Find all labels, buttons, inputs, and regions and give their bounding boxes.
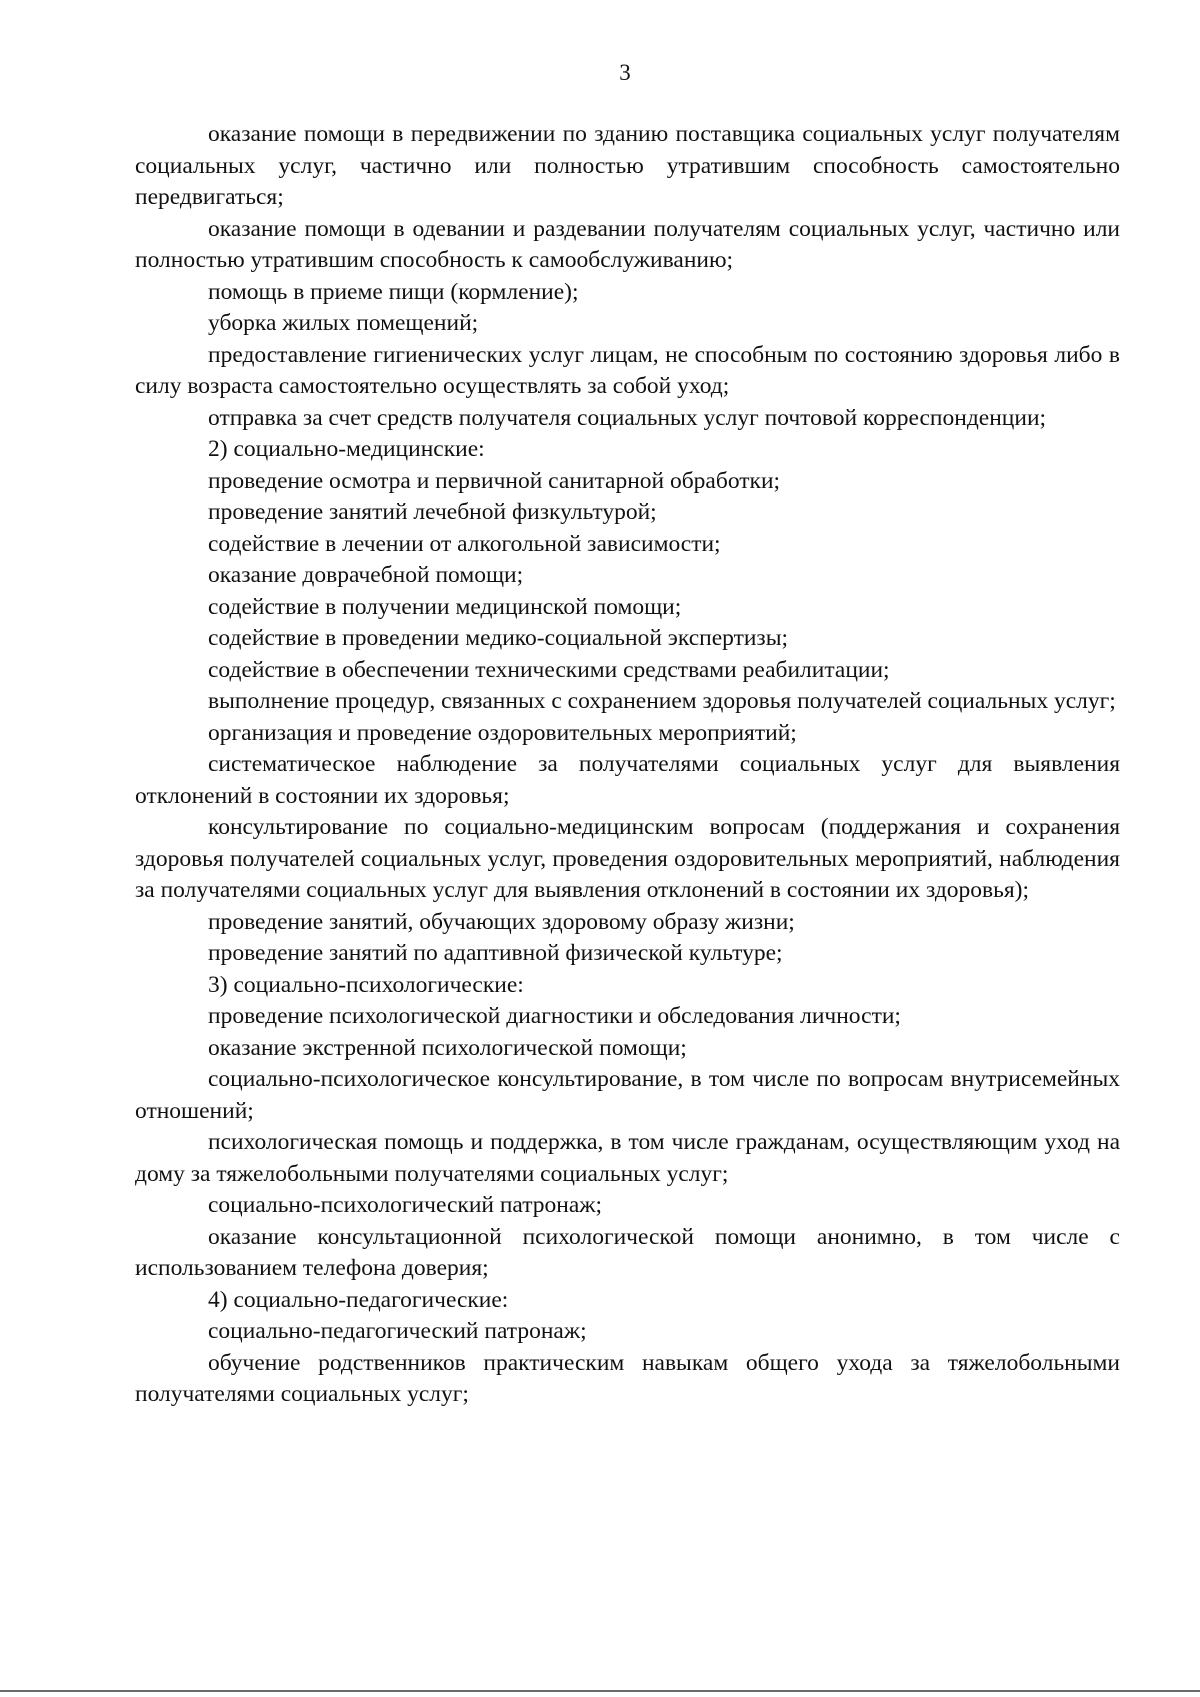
paragraph: социально-педагогический патронаж; xyxy=(208,1318,587,1344)
section-heading: 4) социально-педагогические: xyxy=(208,1286,509,1313)
document-body xyxy=(135,119,1120,1411)
paragraph: оказание помощи в передвижении по зданию поставщика социальных услуг получателям социальных услуг, частично или полностью утратившим способность самостоятельно передвигаться; xyxy=(135,121,1120,210)
section-heading: 2) социально-медицинские: xyxy=(208,436,485,462)
paragraph: оказание доврачебной помощи; xyxy=(208,562,524,588)
paragraph: оказание помощи в одевании и раздевании получателям социальных услуг, частично или полностью утратившим способность к самообслуживанию; xyxy=(135,215,1120,273)
paragraph: проведение занятий по адаптивной физической культуре; xyxy=(208,940,783,966)
paragraph: консультирование по социально-медицинским вопросам (поддержания и сохранения здоровья получателей социальных услуг, проведения оздоровительных мероприятий, наблюдения за получателями социальных услуг для выявления отклонений в состоянии их здоровья); xyxy=(135,814,1120,903)
paragraph: выполнение процедур, связанных с сохранением здоровья получателей социальных услуг; xyxy=(208,688,1116,714)
paragraph: оказание экстренной психологической помощи; xyxy=(208,1034,687,1061)
paragraph: социально-психологический патронаж; xyxy=(208,1192,603,1218)
paragraph: проведение занятий, обучающих здоровому образу жизни; xyxy=(208,908,795,935)
paragraph: уборка жилых помещений; xyxy=(208,310,479,336)
section-heading: 3) социально-психологические: xyxy=(208,971,524,998)
paragraph: содействие в лечении от алкогольной зависимости; xyxy=(208,530,721,557)
paragraph: содействие в получении медицинской помощи; xyxy=(208,593,682,620)
paragraph: отправка за счет средств получателя социальных услуг почтовой корреспонденции; xyxy=(208,404,1047,431)
paragraph: систематическое наблюдение за получателями социальных услуг для выявления отклонений в состоянии их здоровья; xyxy=(135,751,1120,809)
paragraph: проведение психологической диагностики и обследования личности; xyxy=(208,1003,901,1029)
bottom-border-line xyxy=(0,1690,1200,1692)
paragraph: предоставление гигиенических услуг лицам, не способным по состоянию здоровья либо в силу возраста самостоятельно осуществлять за собой уход; xyxy=(135,341,1120,399)
paragraph: проведение занятий лечебной физкультурой; xyxy=(208,499,657,525)
page-number: 3 xyxy=(619,60,631,85)
paragraph: обучение родственников практическим навыкам общего ухода за тяжелобольными получателями социальных услуг; xyxy=(135,1349,1120,1407)
paragraph: помощь в приеме пищи (кормление); xyxy=(208,278,579,305)
paragraph: оказание консультационной психологической помощи анонимно, в том числе с использованием телефона доверия; xyxy=(135,1223,1120,1281)
paragraph: организация и проведение оздоровительных мероприятий; xyxy=(208,719,797,746)
paragraph: проведение осмотра и первичной санитарной обработки; xyxy=(208,467,781,494)
paragraph: социально-психологическое консультирование, в том числе по вопросам внутрисемейных отношений; xyxy=(135,1066,1120,1124)
paragraph: содействие в проведении медико-социальной экспертизы; xyxy=(208,625,789,651)
paragraph: психологическая помощь и поддержка, в том числе гражданам, осуществляющим уход на дому за тяжелобольными получателями социальных услуг; xyxy=(135,1129,1120,1187)
paragraph: содействие в обеспечении техническими средствами реабилитации; xyxy=(208,656,890,683)
